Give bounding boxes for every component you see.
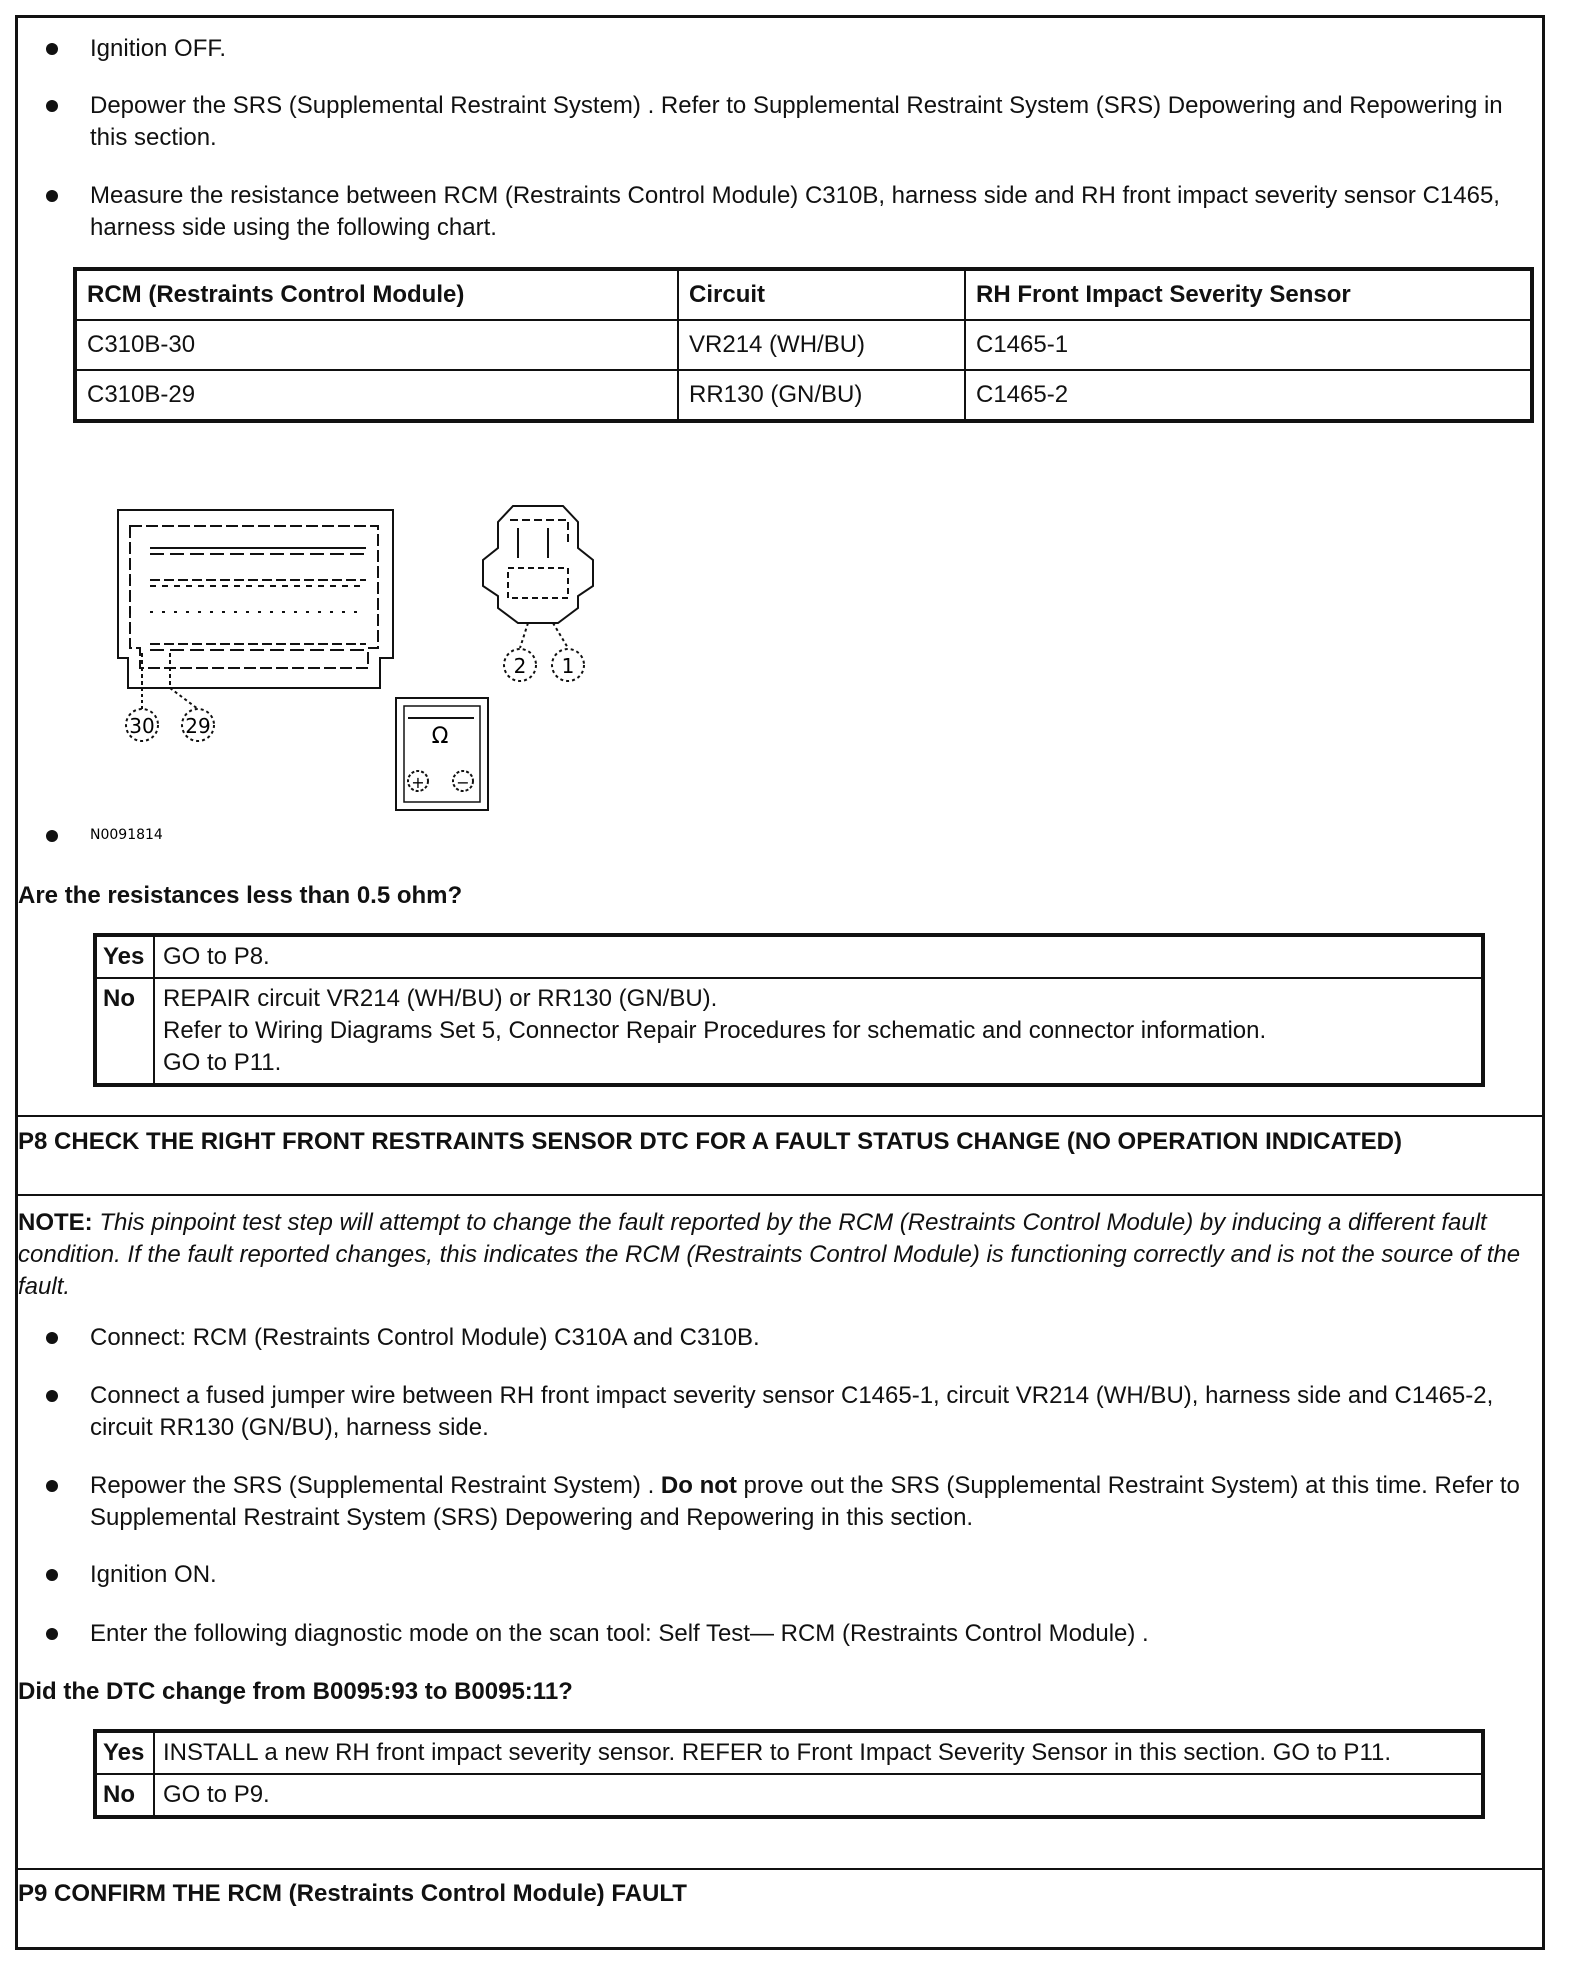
bullet-icon — [46, 1628, 58, 1640]
decision-line: Refer to Wiring Diagrams Set 5, Connector Repair Procedures for schematic and connector information. — [163, 1017, 1267, 1044]
table-row — [75, 370, 1532, 421]
decision-yes-text: INSTALL a new RH front impact severity sensor. REFER to Front Impact Severity Sensor in this section. GO to P11. — [154, 1731, 1483, 1774]
chart-cell: C1465-1 — [965, 320, 1532, 370]
step-text: Depower the SRS (Supplemental Restraint System) . Refer to Supplemental Restraint System (SRS) Depowering and Repowering in this section. — [90, 92, 1503, 151]
note-label: NOTE: — [18, 1209, 93, 1236]
connector-illustration — [78, 488, 678, 848]
decision-no-text — [154, 978, 1483, 1085]
document-page — [15, 15, 1545, 1950]
step-text: Measure the resistance between RCM (Restraints Control Module) C310B, harness side and RH front impact severity sensor C1465, harness side using the following chart. — [90, 182, 1500, 241]
section-divider — [18, 1868, 1542, 1870]
question-dtc-change: Did the DTC change from B0095:93 to B0095:11? — [18, 1678, 573, 1705]
step-text-emphasis: Do not — [660, 1472, 737, 1499]
decision-yes-label: Yes — [95, 1731, 154, 1774]
decision-yes-label: Yes — [95, 935, 154, 978]
chart-cell: RR130 (GN/BU) — [678, 370, 965, 421]
question-resistance: Are the resistances less than 0.5 ohm? — [18, 882, 463, 909]
bullet-icon — [46, 1569, 58, 1581]
bullet-icon — [46, 43, 58, 55]
pin-label-2: 2 — [513, 654, 527, 678]
ohmmeter-drawing — [396, 698, 488, 810]
chart-header-sensor: RH Front Impact Severity Sensor — [965, 269, 1532, 320]
step-text: Connect a fused jumper wire between RH front impact severity sensor C1465-1, circuit VR214 (WH/BU), harness side and C1465-2, circuit RR130 (GN/BU), harness side. — [90, 1382, 1494, 1441]
rcm-connector-drawing — [118, 510, 393, 741]
bullet-icon — [46, 190, 58, 202]
step-text-part: prove out the SRS (Supplemental Restraint System) at this time. Refer to Supplemental Restraint System (SRS) Depowering and Repowering in this section. — [90, 1472, 1520, 1531]
decision-table-resistance — [93, 933, 1485, 1087]
section-divider — [18, 1115, 1542, 1117]
chart-cell: C310B-30 — [75, 320, 678, 370]
p9-heading: P9 CONFIRM THE RCM (Restraints Control Module) FAULT — [18, 1880, 687, 1907]
step-text: Connect: RCM (Restraints Control Module) C310A and C310B. — [90, 1324, 760, 1351]
meter-plus-terminal: + — [411, 773, 425, 792]
meter-minus-terminal: − — [456, 773, 470, 792]
ohm-symbol: Ω — [431, 724, 449, 749]
chart-cell: C310B-29 — [75, 370, 678, 421]
pin-label-1: 1 — [561, 654, 575, 678]
step-text: Ignition ON. — [90, 1561, 217, 1588]
chart-header-circuit: Circuit — [678, 269, 965, 320]
decision-no-label: No — [95, 978, 154, 1085]
bullet-icon — [46, 830, 58, 842]
decision-no-label: No — [95, 1774, 154, 1817]
table-row — [75, 320, 1532, 370]
bullet-icon — [46, 1480, 58, 1492]
note-block — [18, 1207, 1528, 1303]
bullet-icon — [46, 1332, 58, 1344]
decision-no-text: GO to P9. — [154, 1774, 1483, 1817]
decision-line: GO to P11. — [163, 1049, 282, 1076]
chart-header-row — [75, 269, 1532, 320]
chart-cell: C1465-2 — [965, 370, 1532, 421]
figure-id: N0091814 — [90, 827, 163, 843]
table-row — [95, 1731, 1483, 1774]
note-text: This pinpoint test step will attempt to change the fault reported by the RCM (Restraints Control Module) by inducing a different fault condition. If the fault reported changes, this indicates the RCM (Restraints Control Module) is functioning correctly and is not the source of the fault. — [18, 1209, 1521, 1300]
decision-line: REPAIR circuit VR214 (WH/BU) or RR130 (GN/BU). — [163, 985, 718, 1012]
table-row — [95, 1774, 1483, 1817]
step-text-part: Repower the SRS (Supplemental Restraint System) . — [90, 1472, 661, 1499]
section-divider — [18, 1194, 1542, 1196]
bullet-icon — [46, 1390, 58, 1402]
bullet-icon — [46, 100, 58, 112]
pin-label-29: 29 — [185, 714, 211, 738]
pin-label-30: 30 — [129, 714, 155, 738]
decision-table-dtc — [93, 1729, 1485, 1819]
table-row — [95, 935, 1483, 978]
table-row — [95, 978, 1483, 1085]
p8-heading: P8 CHECK THE RIGHT FRONT RESTRAINTS SENSOR DTC FOR A FAULT STATUS CHANGE (NO OPERATION INDICATED) — [18, 1128, 1402, 1155]
chart-header-rcm: RCM (Restraints Control Module) — [75, 269, 678, 320]
chart-cell: VR214 (WH/BU) — [678, 320, 965, 370]
step-text: Ignition OFF. — [90, 35, 227, 62]
step-text — [90, 1470, 1526, 1534]
resistance-chart — [73, 267, 1534, 423]
step-text: Enter the following diagnostic mode on the scan tool: Self Test— RCM (Restraints Control Module) . — [90, 1620, 1149, 1647]
decision-yes-text: GO to P8. — [154, 935, 1483, 978]
sensor-connector-drawing — [483, 506, 593, 681]
